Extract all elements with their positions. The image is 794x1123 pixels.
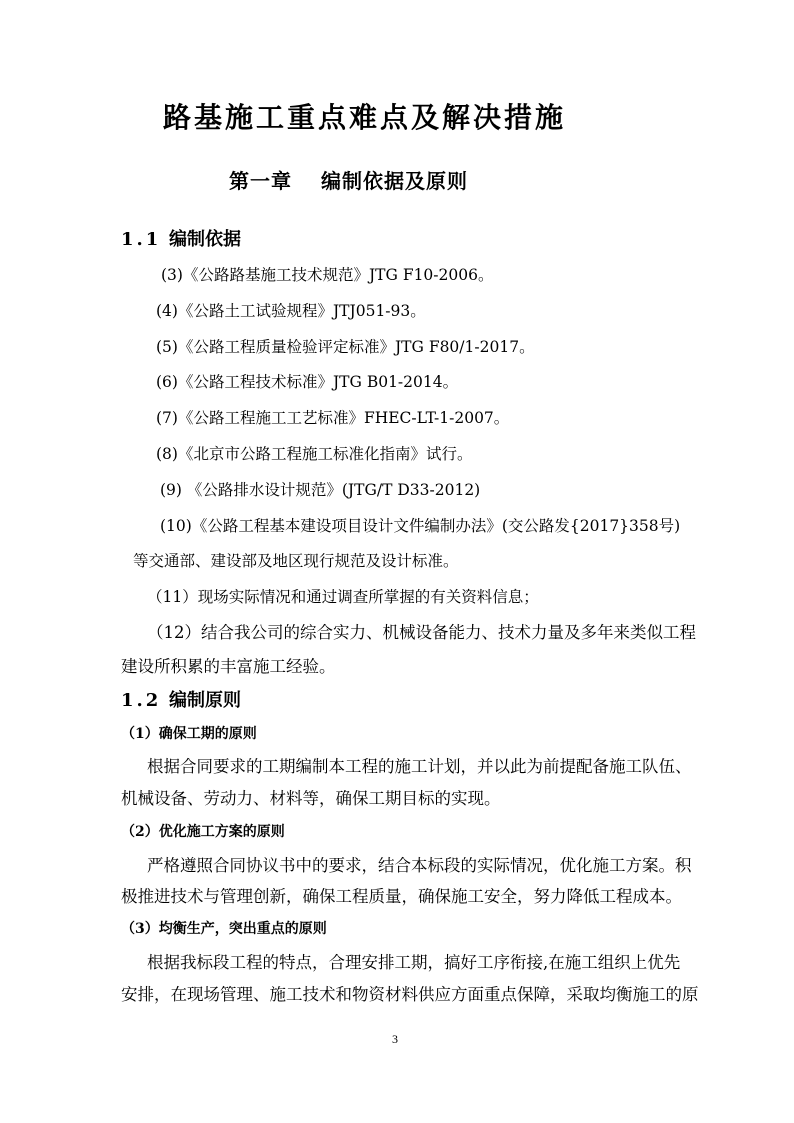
principle-text: 根据我标段工程的特点，合理安排工期，搞好工序衔接,在施工组织上优先 [147, 953, 681, 972]
basis-item: (8)《北京市公路工程施工标准化指南》试行。 [156, 445, 473, 463]
basis-item-continuation: 建设所积累的丰富施工经验。 [121, 657, 336, 676]
principle-text: 严格遵照合同协议书中的要求，结合本标段的实际情况，优化施工方案。积 [147, 856, 692, 875]
basis-item: (10)《公路工程基本建设项目设计文件编制办法》(交公路发{2017}358号) [160, 517, 681, 535]
basis-item: （12）结合我公司的综合实力、机械设备能力、技术力量及多年来类似工程 [147, 623, 696, 642]
basis-item: (5)《公路工程质量检验评定标准》JTG F80/1-2017。 [156, 338, 535, 356]
basis-item: （11）现场实际情况和通过调查所掌握的有关资料信息； [147, 588, 539, 606]
principle-heading: （1）确保工期的原则 [121, 726, 257, 742]
principle-text: 根据合同要求的工期编制本工程的施工计划，并以此为前提配备施工队伍、 [147, 757, 692, 776]
principle-heading: （2）优化施工方案的原则 [121, 824, 285, 840]
principle-text: 极推进技术与管理创新，确保工程质量，确保施工安全，努力降低工程成本。 [121, 887, 682, 906]
chapter-heading: 第一章 编制依据及原则 [229, 169, 468, 193]
principle-heading: （3）均衡生产，突出重点的原则 [121, 921, 327, 937]
section-heading-1-2 [121, 692, 241, 710]
section-title: 编制原则 [169, 690, 241, 711]
page-number: 3 [392, 1032, 398, 1046]
basis-continuation: 等交通部、建设部及地区现行规范及设计标准。 [133, 552, 459, 570]
principle-text: 机械设备、劳动力、材料等，确保工期目标的实现。 [121, 789, 501, 808]
section-number: 1.2 [121, 690, 162, 711]
section-title: 编制依据 [169, 229, 241, 250]
basis-item: (7)《公路工程施工工艺标准》FHEC-LT-1-2007。 [156, 409, 510, 427]
principle-text: 安排，在现场管理、施工技术和物资材料供应方面重点保障，采取均衡施工的原 [121, 985, 699, 1004]
section-heading-1-1 [121, 231, 241, 249]
basis-item: (6)《公路工程技术标准》JTG B01-2014。 [156, 373, 459, 391]
basis-item: (4)《公路土工试验规程》JTJ051-93。 [156, 302, 426, 320]
document-title: 路基施工重点难点及解决措施 [163, 101, 567, 134]
section-number: 1.1 [121, 229, 162, 250]
basis-item: (3)《公路路基施工技术规范》JTG F10-2006。 [161, 266, 494, 284]
basis-item: (9) 《公路排水设计规范》(JTG/T D33-2012) [160, 481, 481, 499]
